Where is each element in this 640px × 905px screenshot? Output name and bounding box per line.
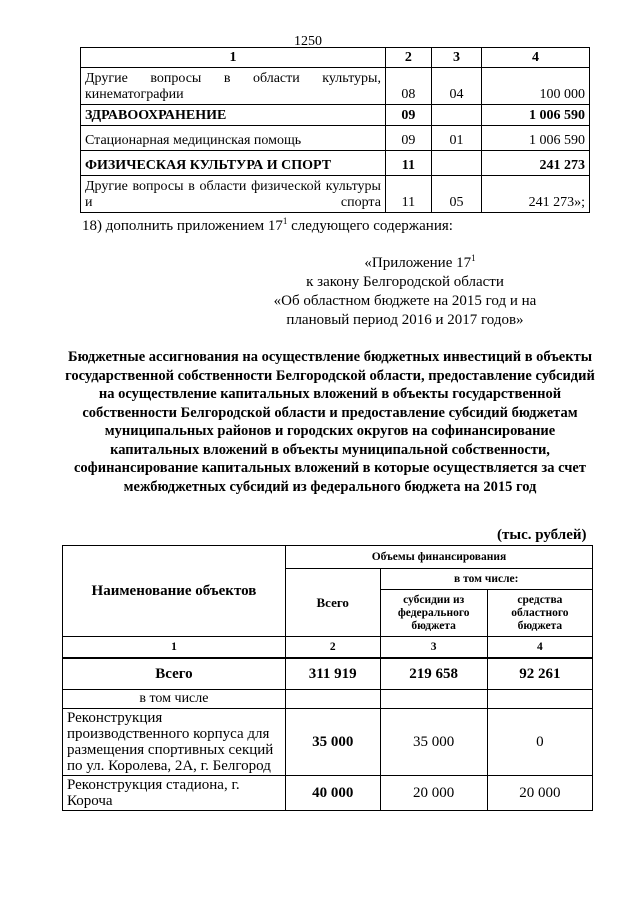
- row-amount: 1 006 590: [482, 126, 590, 151]
- total-row: [63, 658, 593, 690]
- total-federal: 219 658: [380, 658, 487, 690]
- row-code1: 09: [385, 105, 431, 126]
- table-row: [81, 176, 590, 213]
- col-total: Всего: [285, 569, 380, 637]
- col-including: в том числе:: [380, 569, 592, 590]
- col-objects-name: Наименование объектов: [63, 546, 286, 637]
- units-label: (тыс. рублей): [497, 527, 587, 543]
- row-code2: [431, 105, 481, 126]
- instruction-text: 18) дополнить приложением 17: [82, 218, 283, 234]
- row-code2: 01: [431, 126, 481, 151]
- row-amount: 241 273: [482, 151, 590, 176]
- table-row: [63, 776, 593, 811]
- table-header-row: [63, 546, 593, 569]
- col-number: 1: [63, 637, 286, 659]
- table-row: [81, 68, 590, 105]
- table-number-row: [63, 637, 593, 659]
- header-col-3: 3: [431, 48, 481, 68]
- investment-table: [62, 545, 593, 811]
- row-code2: 04: [431, 68, 481, 105]
- total-regional: 92 261: [487, 658, 592, 690]
- header-col-2: 2: [385, 48, 431, 68]
- col-federal: субсидии из федерального бюджета: [380, 590, 487, 637]
- appendix-title: «Приложение $17^1$: [364, 253, 476, 271]
- empty-cell: [285, 690, 380, 709]
- col-number: 3: [380, 637, 487, 659]
- appendix-line: «Об областном бюджете на 2015 год и на: [273, 293, 537, 309]
- appendix-line: к закону Белгородской области: [306, 274, 504, 290]
- col-regional: средства областного бюджета: [487, 590, 592, 637]
- table-row: [81, 105, 590, 126]
- object-regional: 20 000: [487, 776, 592, 811]
- amendment-instruction: [82, 218, 453, 235]
- object-federal: 20 000: [380, 776, 487, 811]
- object-name: Реконструкция производственного корпуса для размещения спортивных секций по ул. Королева, 2А, г. Белгород: [63, 709, 286, 776]
- header-col-1: 1: [81, 48, 386, 68]
- row-code1: 08: [385, 68, 431, 105]
- appendix-reference: [260, 254, 550, 330]
- col-number: 2: [285, 637, 380, 659]
- instruction-superscript: 1: [282, 216, 288, 226]
- row-name: Стационарная медицинская помощь: [81, 126, 386, 151]
- table-row: [81, 151, 590, 176]
- col-number: 4: [487, 637, 592, 659]
- instruction-text-end: следующего содержания:: [287, 218, 453, 234]
- col-volumes: Объемы финансирования: [285, 546, 592, 569]
- row-code1: 11: [385, 151, 431, 176]
- row-code2: [431, 151, 481, 176]
- row-name: ФИЗИЧЕСКАЯ КУЛЬТУРА И СПОРТ: [81, 151, 386, 176]
- row-amount: 1 006 590: [482, 105, 590, 126]
- document-heading: Бюджетные ассигнования на осуществление бюджетных инвестиций в объекты государственной собственности Белгородской области, предоставление субсидий на осуществление капитальных вложений в объекты государственной собственности Белгородской области и предоставление субсидий бюджетам муниципальных районов и городских округов на софинансирование капитальных вложений в объекты муниципальной собственности, софинансирование капитальных вложений в которые осуществляется за счет межбюджетных субсидий из федерального бюджета на 2015 год: [65, 349, 595, 495]
- empty-cell: [487, 690, 592, 709]
- budget-table-continuation: [80, 47, 590, 213]
- row-amount: 100 000: [482, 68, 590, 105]
- total-label: Всего: [63, 658, 286, 690]
- total-value: 311 919: [285, 658, 380, 690]
- including-row: [63, 690, 593, 709]
- appendix-line: плановый период 2016 и 2017 годов»: [286, 312, 524, 328]
- object-total: 40 000: [285, 776, 380, 811]
- row-name: Другие вопросы в области культуры, кинематографии: [81, 68, 386, 105]
- table-header-row: [81, 48, 590, 68]
- object-regional: 0: [487, 709, 592, 776]
- object-name: Реконструкция стадиона, г. Короча: [63, 776, 286, 811]
- row-code1: 09: [385, 126, 431, 151]
- including-label: в том числе: [63, 690, 286, 709]
- row-name: ЗДРАВООХРАНЕНИЕ: [81, 105, 386, 126]
- object-federal: 35 000: [380, 709, 487, 776]
- row-code2: 05: [431, 176, 481, 213]
- page-number: 1250: [294, 34, 322, 49]
- empty-cell: [380, 690, 487, 709]
- table-row: [81, 126, 590, 151]
- row-code1: 11: [385, 176, 431, 213]
- row-amount: 241 273»;: [482, 176, 590, 213]
- object-total: 35 000: [285, 709, 380, 776]
- header-col-4: 4: [482, 48, 590, 68]
- table-row: [63, 709, 593, 776]
- row-name: Другие вопросы в области физической культуры и спорта: [81, 176, 386, 213]
